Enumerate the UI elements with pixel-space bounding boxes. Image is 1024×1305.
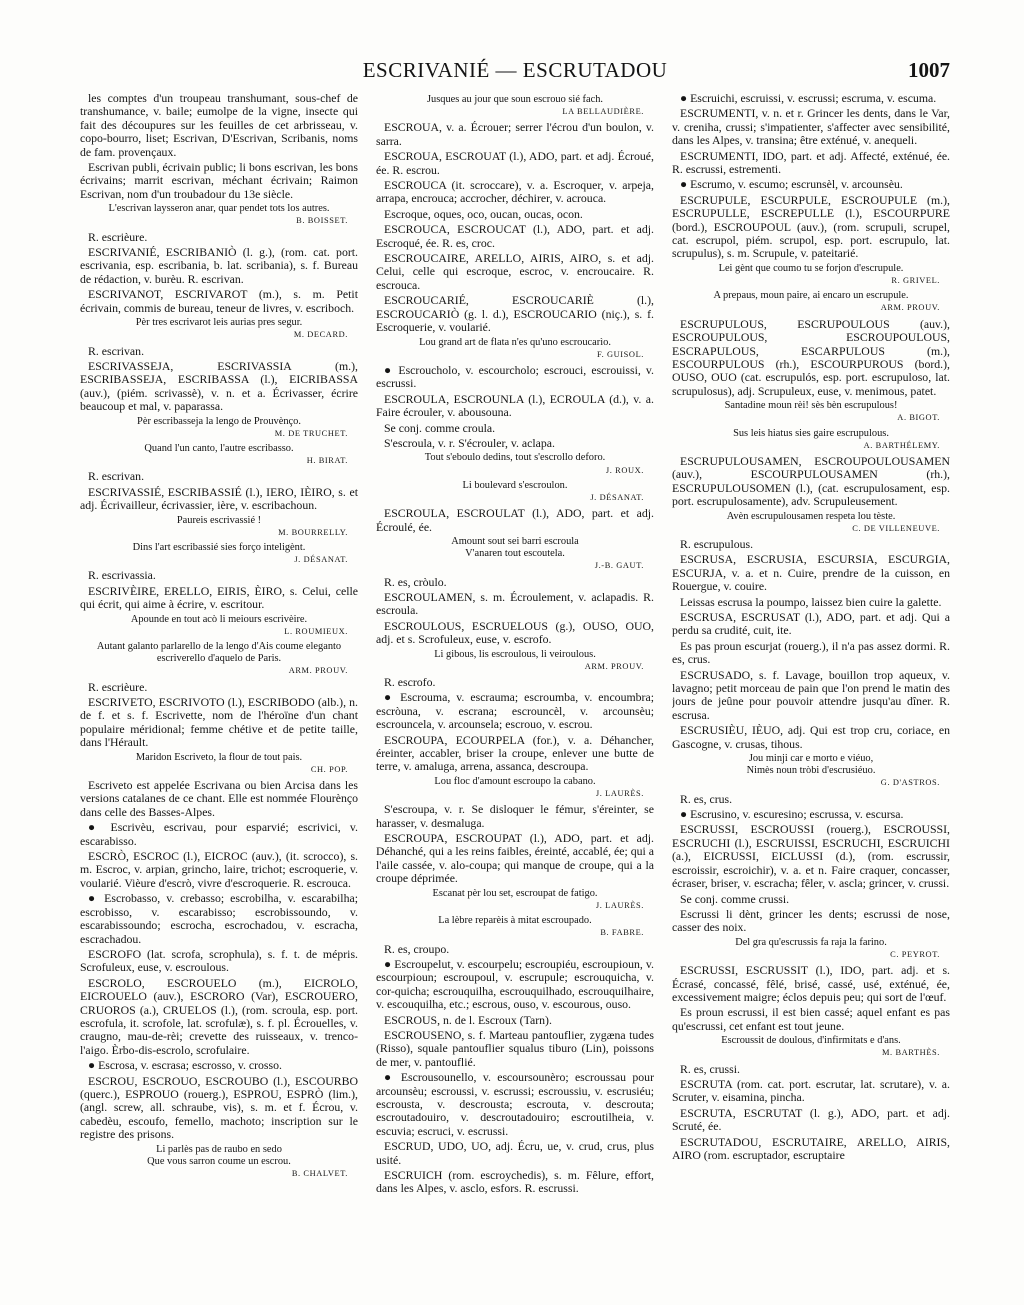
dictionary-entry: ● Escrobasso, v. crebasso; escrobilha, v. escarabilha; escrobisso, v. escarabisso; escrobissoundo, v. escarabissoundo; escrocha, escrochadou, v. escracha, escrachadou. (80, 891, 358, 946)
dictionary-entry: ESCROUA, ESCROUAT (l.), ADO, part. et adj. Écroué, ée. R. escrou. (376, 149, 654, 177)
dictionary-entry: ESCRUSSI, ESCROUSSI (rouerg.), ESCROUSSI, ESCRUCHI (l.), ESCRUISSI, ESCRUCHI, ESCRUICHI (a.), EICRUSSI, EICLUSSI (d.), (rom. escrussir, escroissir, escroichir), v. a. et n. Faire craquer, concasser, écraser, briser, v. escracha; fêler, v. ascla; grincer, v. crussi. (672, 822, 950, 891)
quote-author: A. BARTHÉLEMY. (863, 440, 940, 450)
dictionary-entry: ESCROULA, ESCROULAT (l.), ADO, part. et adj. Écroulé, ée. (376, 506, 654, 534)
dictionary-entry: ESCRUSA, ESCRUSIA, ESCURSIA, ESCURGIA, ESCURJA, v. a. et n. Cuire, prendre de la cuisson, en Rouergue, v. couire. (672, 552, 950, 594)
dictionary-entry: ESCROU, ESCROUO, ESCROUBO (l.), ESCOURBO (querc.), ESPROUO (rouerg.), ESPROU, ESPRÒ (lim.), (angl. screw, all. schraube, vis), s. m. et f. Écrou, v. cabedèu, escoufo, femello, machoto; inscription sur le registre des prisons. (80, 1073, 358, 1142)
dictionary-entry: ESCRUSA, ESCRUSAT (l.), ADO, part. et adj. Qui a perdu sa crudité, cuit, ite. (672, 610, 950, 638)
quote-line: Li parlès pas de raubo en sedo (156, 1143, 282, 1155)
quote-line: Que vous sarron coume un escrou. (147, 1155, 291, 1167)
dictionary-entry: ● Escroupelut, v. escourpelu; escroupiéu, escroupioun, v. escourpioun; escroupoul, v. escrupule; escrouquicha, v. cor-quicha; escrouquilha, escrouquilhado, escrouquilhaire, v. escouquilha, etc.; escrous, ouso, v. escourous, ouso. (376, 956, 654, 1012)
dictionary-entry: R. es, crussi. (680, 1061, 740, 1076)
dictionary-entry: ESCRIVANOT, ESCRIVAROT (m.), s. m. Petit écrivain, commis de bureau, teneur de livres, v. escriboch. (80, 287, 358, 315)
dictionary-entry: ESCRUSADO, s. f. Lavage, bouillon trop aqueux, v. lavagno; petit morceau de pain que l'on prend le matin des jours de jeûne pour pouvoir attendre jusqu'au dîner. R. escrusa. (672, 667, 950, 722)
dictionary-entry: R. escrivan. (88, 469, 145, 484)
citation-quote (80, 515, 358, 539)
dictionary-entry: ESCROUCA, ESCROUCAT (l.), ADO, part. et adj. Escroqué, ée. R. es, croc. (376, 222, 654, 250)
dictionary-entry: Se conj. comme crussi. (680, 891, 790, 906)
dictionary-entry: ESCRUTA, ESCRUTAT (l. g.), ADO, part. et adj. Scruté, ée. (672, 1105, 950, 1134)
citation-quote (672, 1035, 950, 1059)
dictionary-entry: R. escrivassia. (88, 568, 156, 583)
citation-quote (80, 641, 358, 678)
citation-quote (376, 480, 654, 504)
citation-quote (672, 428, 950, 452)
dictionary-entry: ESCRIVASSIÉ, ESCRIBASSIÉ (l.), IERO, IÈIRO, s. et adj. Écrivailleur, écrivassier, ière, v. escribachoun. (80, 484, 358, 513)
dictionary-entry: ESCRUSIÈU, IÈUO, adj. Qui est trop cru, coriace, en Gascogne, v. crusas, tihous. (672, 723, 950, 751)
quote-author: ARM. PROUV. (288, 666, 348, 676)
citation-quote (672, 290, 950, 314)
quote-line: Pèr tres escrivarot leis aurias pres segur. (135, 317, 303, 329)
quote-author: M. DECARD. (293, 330, 348, 340)
quote-line: Santadine moun rèi! sès bèn escrupulous! (724, 400, 898, 412)
citation-quote (376, 915, 654, 939)
page-number: 1007 (908, 58, 950, 82)
dictionary-entry: R. es, crus. (680, 791, 733, 806)
dictionary-entry: ESCRIVÈIRE, ERELLO, EIRIS, ÈIRO, s. Celui, celle qui écrit, qui aime à écrire, v. escritour. (80, 583, 358, 612)
quote-line: L'escrivan laysseron anar, quar pendet tots los autres. (108, 203, 330, 215)
quote-author: ARM. PROUV. (584, 661, 644, 671)
dictionary-entry: ESCROUPA, ECOURPELA (for.), v. a. Déhancher, éreinter, accabler, briser la croupe, enlever une butte de terre, v. amaluga, arrena, assanca, descroupa. (376, 732, 654, 774)
quote-author: B. FABRE. (600, 928, 644, 938)
quote-author: J. DÉSANAT. (590, 492, 644, 502)
dictionary-entry: ● Escrosa, v. escrasa; escrosso, v. crosso. (88, 1058, 282, 1073)
dictionary-entry: ESCROULOUS, ESCRUELOUS (g.), OUSO, OUO, adj. et s. Scrofuleux, euse, v. escrofo. (376, 618, 654, 647)
dictionary-entry: ESCROULA, ESCROUNLA (l.), ECROULA (d.), v. a. Faire écrouler, v. abousouna. (376, 391, 654, 420)
citation-quote (672, 511, 950, 535)
citation-quote (80, 614, 358, 638)
citation-quote (80, 1144, 358, 1181)
quote-line: Autant galanto parlarello de la lengo d'Ais coume eleganto escriverello d'aquelo de Paris. (96, 641, 342, 665)
column-left (80, 92, 358, 1287)
quote-author: CH. POP. (310, 764, 348, 774)
dictionary-entry: R. escrupulous. (680, 536, 754, 551)
quote-line: Lou floc d'amount escroupo la cabano. (434, 775, 596, 787)
dictionary-entry: ESCROUS, n. de l. Escroux (Tarn). (384, 1012, 552, 1027)
citation-quote (376, 776, 654, 800)
quote-line: Sus leis hiatus sies gaire escrupulous. (733, 427, 889, 439)
dictionary-entry: ESCROUA, v. a. Écrouer; serrer l'écrou d'un boulon, v. sarra. (376, 120, 654, 148)
dictionary-entry: ESCROUSENO, s. f. Marteau pantouflier, zygæna tudes (Risso), squale pantouflier squalus tiburo (Lin), poissons de mer, v. pantouflié. (376, 1027, 654, 1069)
quote-author: J. LAURÈS. (595, 789, 644, 799)
dictionary-entry: Leissas escrusa la poumpo, laissez bien cuire la galette. (680, 594, 942, 609)
dictionary-entry: ESCRÒ, ESCROC (l.), EICROC (auv.), (it. scrocco), s. m. Escroc, v. arpian, grincho, laire, trichot; escroquerie, v. voularié. Vièure d'escrò, vivre d'escroquerie. R. escrouca. (80, 849, 358, 890)
quote-line: Lou grand art de flata n'es qu'uno escroucarìo. (419, 336, 611, 348)
quote-line: Pèr escribasseja la lengo de Prouvènço. (137, 415, 301, 427)
quote-line: La lèbre reparèis à mitat escroupado. (438, 915, 592, 927)
dictionary-entry: ESCRUPULOUSAMEN, ESCROUPOULOUSAMEN (auv.), ESCOURPULOUSAMEN (rh.), ESCRUPULOUSOMEN (l.), (cat. escrupulosament, esp. port. escrupulosamente), adv. Scrupuleusement. (672, 453, 950, 509)
dictionary-entry: ESCRUD, UDO, UO, adj. Écru, ue, v. crud, crus, plus usité. (376, 1139, 654, 1167)
quote-line: Quand l'un canto, l'autre escribasso. (144, 442, 294, 454)
dictionary-entry: R. escrièure. (88, 229, 148, 244)
quote-author: ARM. PROUV. (880, 303, 940, 313)
quote-line: Nimès noun tròbi d'escrusiéuo. (746, 765, 876, 777)
dictionary-entry: ESCROUCA (it. scroccare), v. a. Escroquer, v. arpeja, arrapa, encrouca; accrocher, déchirer, v. acrouca. (376, 178, 654, 206)
dictionary-entry: ESCROUPA, ESCROUPAT (l.), ADO, part. et adj. Déhanché, qui a les reins faibles, éreinté, accablé, ée; qui a l'aile cassée, v. alo-coupa; qui manque de croupe, qui a la croupe déprimée. (376, 831, 654, 886)
citation-quote (80, 443, 358, 467)
dictionary-entry: ESCROUCARIÉ, ESCROUCARIÈ (l.), ESCROUCARIÒ (g. l. d.), ESCROUCARIO (niç.), s. f. Escroquerie, v. voularié. (376, 293, 654, 335)
quote-line: Lei gènt que coumo tu se forjon d'escrupule. (718, 262, 904, 274)
dictionary-entry: ● Escrivèu, escrivau, pour esparvié; escrivici, v. escarabisso. (80, 820, 358, 848)
quote-line: A prepaus, moun paire, ai encaro un escrupule. (713, 290, 909, 302)
citation-quote (80, 203, 358, 227)
quote-line: Paureis escrivassié ! (176, 514, 262, 526)
dictionary-entry: ESCRUICH (rom. escroychedis), s. m. Fêlure, effort, dans les Alpes, v. asclo, esfors. R. escrussi. (376, 1168, 654, 1196)
citation-quote (80, 542, 358, 566)
quote-author: M. BARTHÈS. (882, 1048, 940, 1058)
quote-line: V'anaren tout escoutela. (465, 548, 565, 560)
quote-author: F. GUISOL. (597, 349, 644, 359)
quote-line: Maridon Escriveto, la flour de tout pais. (135, 751, 303, 763)
dictionary-entry: R. escrièure. (88, 679, 148, 694)
citation-quote (376, 94, 654, 118)
quote-line: Apounde en tout acò li meiours escrivèire. (130, 613, 308, 625)
quote-line: Jusques au jour que soun escrouo sié fach. (426, 94, 604, 105)
citation-quote (672, 937, 950, 961)
citation-quote (80, 416, 358, 440)
quote-author: L. ROUMIEUX. (284, 626, 348, 636)
dictionary-entry: ESCRIVETO, ESCRIVOTO (l.), ESCRIBODO (alb.), n. de f. et s. f. Escrivette, nom de l'héroïne d'un chant populaire méridional; femme chétive et de petite taille, dans l'Hérault. (80, 695, 358, 750)
quote-line: Li boulevard s'escroulon. (462, 479, 568, 491)
quote-author: J. ROUX. (605, 465, 644, 475)
citation-quote (672, 753, 950, 790)
dictionary-entry: ESCROUCAIRE, ARELLO, AIRIS, AIRO, s. et adj. Celui, celle qui escroque, escroc, v. encroucaire. R. escrouca. (376, 251, 654, 292)
dictionary-entry: S'escroula, v. r. S'écrouler, v. aclapa. (384, 435, 555, 450)
dictionary-entry: Es pas proun escurjat (rouerg.), il n'a pas assez dormi. R. es, crus. (672, 638, 950, 667)
dictionary-entry: Es proun escrussi, il est bien cassé; aquel enfant es pas qu'escrussi, cet enfant est tout jeune. (672, 1005, 950, 1033)
quote-author: C. DE VILLENEUVE. (852, 523, 940, 533)
dictionary-entry: ● Escrumo, v. escumo; escrunsèl, v. arcounsèu. (680, 177, 903, 192)
dictionary-entry: ESCROLO, ESCROUELO (m.), EICROLO, EICROUELO (auv.), ESCRORO (Var), ESCROUERO, CRUOROS (a.), CRUELOS (l.), (rom. scroula, esp. port. escrofula, it. scrofole, lat. scrofulæ), s. f. pl. Écrouelles, v. craugno, mau-de-rèi; crevette des ruisseaux, v. trenco-l'aigo. Èrbo-dis-escrolo, scrofulaire. (80, 975, 358, 1057)
dictionary-entry: ● Escrouma, v. escrauma; escroumba, v. encoumbra; escròuna, v. escrana; escrouncèl, v. arcounsèu; escrouncela, v. arcounsela; escrouo, v. escrou. (376, 690, 654, 732)
dictionary-entry: R. es, cròulo. (384, 574, 447, 589)
dictionary-entry: ● Escrusino, v. escuresino; escrussa, v. escursa. (680, 807, 904, 822)
citation-quote (376, 536, 654, 573)
dictionary-entry: ESCROULAMEN, s. m. Écroulement, v. aclapadis. R. escroula. (376, 589, 654, 618)
quote-author: M. DE TRUCHET. (274, 428, 348, 438)
dictionary-entry: Escriveto est appelée Escrivana ou bien Arcisa dans les versions catalanes de ce chant. Elle est nommée Flourènço dans celle des Basses-Alpes. (80, 778, 358, 819)
citation-quote (376, 888, 654, 912)
dictionary-entry: R. escrofo. (384, 675, 436, 690)
dictionary-entry: Se conj. comme croula. (384, 420, 496, 435)
quote-line: Dins l'art escribassié sies forço inteligènt. (132, 541, 306, 553)
dictionary-entry: ESCRIVANIÉ, ESCRIBANIÒ (l. g.), (rom. cat. port. escrivania, esp. escribania, b. lat. scribania), s. f. Bureau de rédaction, v. burèu. R. escrivan. (80, 245, 358, 286)
citation-quote (672, 263, 950, 287)
dictionary-entry: ESCROFO (lat. scrofa, scrophula), s. f. t. de mépris. Scrofuleux, euse, v. escroulous. (80, 946, 358, 975)
quote-author: M. BOURRELLY. (278, 527, 348, 537)
dictionary-entry: ESCRUPULE, ESCURPULE, ESCROUPULE (m.), ESCRUPULLE, ESCREPULLE (l.), ESCOURPURE (bord.), ESCROUPOUL (auv.), (rom. scrupuli, scrupel, cat. escrupol, piém. scrupol, esp. port. escrupulo, lat. scrupulus), s. m. Scrupule, v. pateitarié. (672, 192, 950, 261)
quote-line: Avèn escrupulousamen respeta lou tèste. (726, 510, 896, 522)
dictionary-entry: ESCRIVASSEJA, ESCRIVASSIA (m.), ESCRIBASSEJA, ESCRIBASSA (l.), EICRIBASSA (auv.), (piém. scrivassè), v. n. et a. Écrivasser, écrire beaucoup et mal, v. paparassa. (80, 358, 358, 414)
dictionary-entry: R. escrivan. (88, 343, 145, 358)
quote-line: Li gibous, lis escroulous, li veiroulous. (434, 648, 596, 660)
dictionary-entry: les comptes d'un troupeau transhumant, sous-chef de transhumance, v. baile; eumolpe de la vigne, insecte qui fait des découpures sur les feuilles de cet arbrisseau, v. copo-bourro, liset; Escrivan, D'Escrivan, Scribanis, noms de fam. provençaux. (80, 92, 358, 159)
citation-quote (376, 452, 654, 476)
dictionary-entry: ● Escruichi, escruissi, v. escrussi; escruma, v. escuma. (680, 92, 937, 105)
quote-author: B. BOISSET. (296, 216, 348, 226)
dictionary-entry: Escroque, oques, oco, oucan, oucas, ocon. (384, 206, 583, 221)
dictionary-entry: ESCRUMENTI, v. n. et r. Grincer les dents, dans le Var, v. creniha, crussi; s'impatienter, s'affecter avec sensibilité, dans les Alpes, v. transina; être exténué, v. anequeli. (672, 106, 950, 148)
dictionary-entry: S'escroupa, v. r. Se disloquer le fémur, s'éreinter, se harasser, v. desmaluga. (376, 802, 654, 830)
text-columns (80, 92, 950, 1287)
dictionary-entry: ESCRUTADOU, ESCRUTAIRE, ARELLO, AIRIS, AIRO (rom. escruptador, escruptaire (672, 1134, 950, 1163)
dictionary-entry: Escrivan publi, écrivain public; li bons escrivan, les bons écrivains; marrit escrivan, méchant écrivain; Raimon Escrivan, nom d'un troubadour du 13e siècle. (80, 160, 358, 201)
quote-line: Tout s'eboulo dedins, tout s'escrollo deforo. (424, 452, 606, 464)
quote-author: R. GRIVEL. (891, 276, 940, 286)
column-right (672, 92, 950, 1287)
quote-line: Amount sout sei barri escroula (451, 535, 579, 547)
dictionary-entry: ESCRUTA (rom. cat. port. escrutar, lat. scrutare), v. a. Scruter, v. eisamina, pincha. (672, 1076, 950, 1105)
quote-author: B. CHALVET. (291, 1169, 348, 1179)
quote-author: LA BELLAUDIÈRE. (562, 107, 644, 117)
quote-author: A. BIGOT. (897, 413, 940, 423)
quote-line: Escroussit de doulous, d'infirmitats e d'ans. (721, 1035, 901, 1047)
dictionary-entry: R. es, croupo. (384, 941, 450, 956)
dictionary-entry: ● Escrousounello, v. escoursounèro; escroussau pour arcounsèu; escroussi, v. escrussi; escroussiu, v. escrusiéu; escrousta, v. descrousta; escrouta, v. descrouta; escroutadouiro, v. descroutadouiro; escroutilheia, v. escuvia; escruci, v. escrussi. (376, 1070, 654, 1138)
quote-line: Escanat pèr lou set, escroupat de fatigo. (432, 887, 598, 899)
quote-author: J. DÉSANAT. (294, 555, 348, 565)
column-middle (376, 92, 654, 1287)
quote-line: Jou minji car e morto e viéuo, (748, 753, 874, 765)
quote-author: J.-B. GAUT. (594, 561, 644, 571)
citation-quote (80, 752, 358, 776)
citation-quote (80, 317, 358, 341)
citation-quote (376, 337, 654, 361)
dictionary-entry: ESCRUMENTI, IDO, part. et adj. Affecté, exténué, ée. R. escrussi, estrementi. (672, 148, 950, 177)
citation-quote (672, 400, 950, 424)
quote-author: H. BIRAT. (306, 456, 348, 466)
quote-author: C. PEYROT. (890, 949, 940, 959)
quote-author: G. D'ASTROS. (880, 778, 940, 788)
dictionary-entry: ESCRUPULOUS, ESCRUPOULOUS (auv.), ESCROUPULOUS, ESCROUPOULOUS, ESCRAPULOUS, ESCARPULOUS (m.), ESCOURPULOUS (rh.), ESCOURPUROUS (bord.), OUSO, OUO (cat. escrupulós, esp. port. escrupuloso, lat. scrupulosus), adj. Scrupuleux, euse, v. menimous, patet. (672, 316, 950, 398)
quote-line: Del gra qu'escrussis fa raja la farino. (735, 936, 887, 948)
page-header (80, 58, 950, 88)
dictionary-entry: Escrussi li dènt, grincer les dents; escrussi de nose, casser des noix. (672, 906, 950, 935)
quote-author: J. LAURÈS. (595, 900, 644, 910)
dictionary-entry: ● Escroucholo, v. escourcholo; escrouci, escrouissi, v. escrussi. (376, 362, 654, 391)
dictionary-entry: ESCRUSSI, ESCRUSSIT (l.), IDO, part. adj. et s. Écrasé, concassé, fêlé, brisé, cassé, usé, exténué, ée, excessivement maigre; éclos depuis peu; qui sort de l'œuf. (672, 963, 950, 1004)
citation-quote (376, 649, 654, 673)
running-title: ESCRIVANIÉ — ESCRUTADOU (362, 58, 668, 82)
